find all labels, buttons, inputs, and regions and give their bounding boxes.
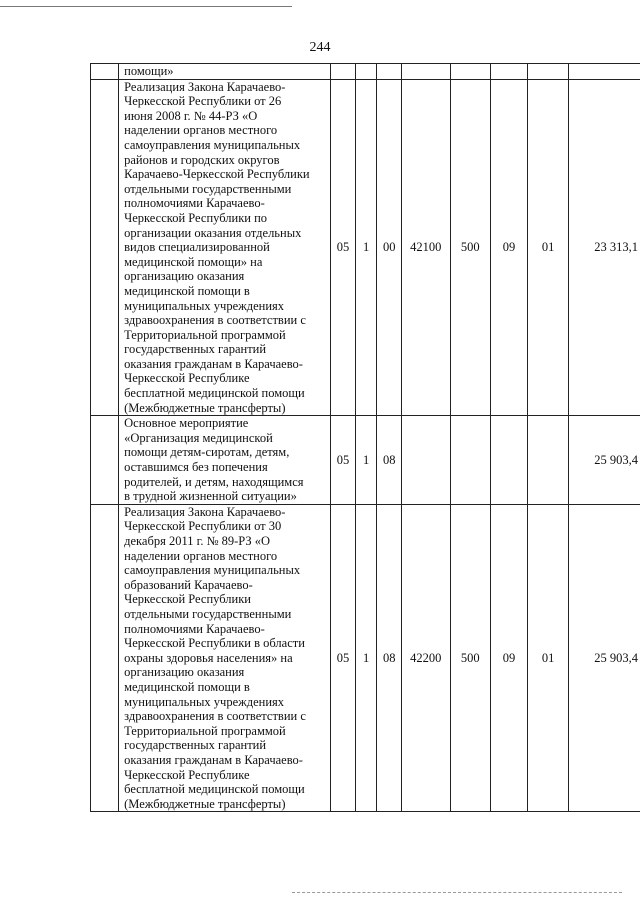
budget-table <box>90 63 640 812</box>
code-cell <box>490 64 527 80</box>
code-cell <box>450 64 490 80</box>
amount-cell <box>569 64 640 80</box>
table-row <box>91 504 640 811</box>
code-cell: 42100 <box>402 79 450 416</box>
code-cell: 01 <box>528 79 569 416</box>
code-cell: 05 <box>331 416 356 505</box>
amount-cell: 25 903,4 <box>569 504 640 811</box>
code-cell <box>331 64 356 80</box>
code-cell <box>355 64 377 80</box>
code-cell <box>490 416 527 505</box>
code-cell: 42200 <box>402 504 450 811</box>
description-cell: Реализация Закона Карачаево- Черкесской Республики от 30 декабря 2011 г. № 89-РЗ «О наделении органов местного самоуправления муниципальных образований Карачаево- Черкесской Республики отдельными государственными полномочиями Карачаево- Черкесской Республики в области охраны здоровья населения» на организацию оказания медицинской помощи в муниципальных учреждениях здравоохранения в соответствии с Территориальной программой государственных гарантий оказания гражданам в Карачаево- Черкесской Республике бесплатной медицинской помощи (Межбюджетные трансферты) <box>119 504 331 811</box>
code-cell: 500 <box>450 79 490 416</box>
amount-cell: 25 903,4 <box>569 416 640 505</box>
table-row <box>91 416 640 505</box>
code-cell: 1 <box>355 504 377 811</box>
top-rule <box>0 6 292 7</box>
code-cell: 09 <box>490 504 527 811</box>
code-cell <box>528 64 569 80</box>
code-cell: 500 <box>450 504 490 811</box>
code-cell: 01 <box>528 504 569 811</box>
code-cell: 09 <box>490 79 527 416</box>
blank-cell <box>91 504 119 811</box>
blank-cell <box>91 64 119 80</box>
code-cell <box>402 64 450 80</box>
amount-cell: 23 313,1 <box>569 79 640 416</box>
code-cell: 1 <box>355 416 377 505</box>
code-cell <box>528 416 569 505</box>
description-cell: Реализация Закона Карачаево- Черкесской Республики от 26 июня 2008 г. № 44-РЗ «О наделении органов местного самоуправления муниципальных районов и городских округов Карачаево-Черкесской Республики отдельными государственными полномочиями Карачаево- Черкесской Республики по организации оказания отдельных видов специализированной медицинской помощи» на организацию оказания медицинской помощи в муниципальных учреждениях здравоохранения в соответствии с Территориальной программой государственных гарантий оказания гражданам в Карачаево- Черкесской Республике бесплатной медицинской помощи (Межбюджетные трансферты) <box>119 79 331 416</box>
table-row <box>91 64 640 80</box>
code-cell: 05 <box>331 79 356 416</box>
code-cell: 05 <box>331 504 356 811</box>
description-cell: Основное мероприятие «Организация медицинской помощи детям-сиротам, детям, оставшимся без попечения родителей, и детям, находящимся в трудной жизненной ситуации» <box>119 416 331 505</box>
code-cell: 00 <box>377 79 402 416</box>
code-cell: 1 <box>355 79 377 416</box>
blank-cell <box>91 416 119 505</box>
code-cell <box>450 416 490 505</box>
description-cell: помощи» <box>119 64 331 80</box>
page-number: 244 <box>309 40 331 55</box>
code-cell: 08 <box>377 416 402 505</box>
code-cell <box>402 416 450 505</box>
code-cell: 08 <box>377 504 402 811</box>
code-cell <box>377 64 402 80</box>
table-row <box>91 79 640 416</box>
blank-cell <box>91 79 119 416</box>
bottom-scan-artifact <box>292 892 622 893</box>
